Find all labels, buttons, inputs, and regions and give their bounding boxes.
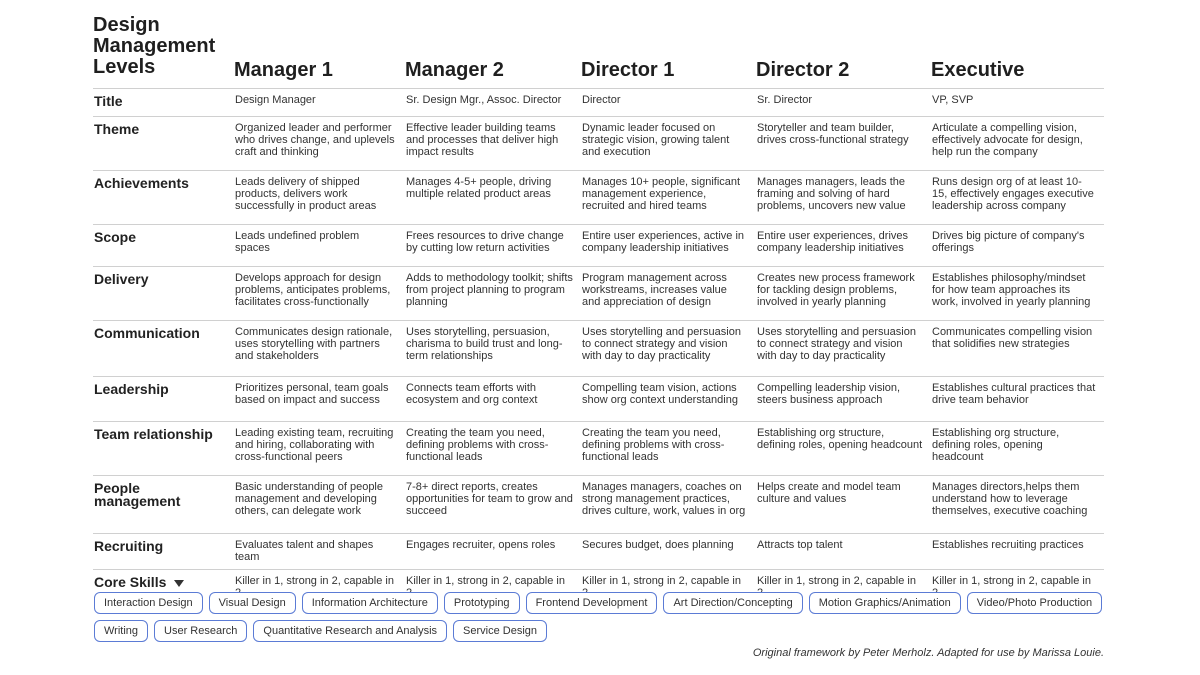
row-label: Delivery (93, 267, 234, 321)
table-cell: Manages 4-5+ people, driving multiple related product areas (405, 171, 581, 225)
table-cell: Sr. Director (756, 89, 931, 117)
table-row (93, 377, 1104, 422)
table-cell: Creates new process framework for tackling design problems, involved in yearly planning (756, 267, 931, 321)
table-cell: Establishing org structure, defining roles, opening headcount (931, 422, 1104, 476)
table-cell: Storyteller and team builder, drives cross-functional strategy (756, 117, 931, 171)
row-label: Scope (93, 225, 234, 267)
table-cell: Manages managers, leads the framing and solving of hard problems, uncovers new value (756, 171, 931, 225)
skill-chip[interactable]: Information Architecture (302, 592, 438, 614)
table-cell: Creating the team you need, defining problems with cross-functional leads (581, 422, 756, 476)
table-cell: Manages managers, coaches on strong management practices, drives culture, work, values in org (581, 476, 756, 534)
skill-chip[interactable]: Writing (94, 620, 148, 642)
column-header-director-1: Director 1 (581, 55, 756, 89)
table-cell: Establishes philosophy/mindset for how team approaches its work, involved in yearly planning (931, 267, 1104, 321)
table-cell: Establishes recruiting practices (931, 534, 1104, 570)
credit-note: Original framework by Peter Merholz. Adapted for use by Marissa Louie. (752, 647, 1104, 659)
table-row (93, 225, 1104, 267)
column-header-director-2: Director 2 (756, 55, 931, 89)
table-row (93, 171, 1104, 225)
table-cell: Leads delivery of shipped products, delivers work successfully in product areas (234, 171, 405, 225)
header-row (93, 55, 1104, 89)
skill-chip[interactable]: Service Design (453, 620, 547, 642)
page-title: Design Management Levels (93, 14, 216, 78)
table-cell: Attracts top talent (756, 534, 931, 570)
column-header-manager-2: Manager 2 (405, 55, 581, 89)
table-cell: Compelling team vision, actions show org context understanding (581, 377, 756, 422)
skill-chip[interactable]: Interaction Design (94, 592, 203, 614)
column-header-manager-1: Manager 1 (234, 55, 405, 89)
skill-chip[interactable]: Visual Design (209, 592, 296, 614)
skill-chip[interactable]: User Research (154, 620, 247, 642)
corner-cell (93, 55, 234, 89)
table-cell: Articulate a compelling vision, effectively advocate for design, help run the company (931, 117, 1104, 171)
table-cell: Killer in 1, strong in 2, capable in (582, 575, 741, 587)
levels-table (93, 55, 1104, 605)
row-label: Title (93, 89, 234, 117)
table-cell: Effective leader building teams and processes that deliver high impact results (405, 117, 581, 171)
table-cell: Leading existing team, recruiting and hiring, collaborating with cross-functional peers (234, 422, 405, 476)
table-cell: Entire user experiences, active in company leadership initiatives (581, 225, 756, 267)
table-cell: Engages recruiter, opens roles (405, 534, 581, 570)
row-label: People management (93, 476, 234, 534)
table-cell: Killer in 1, strong in 2, capable in (757, 575, 916, 587)
table-cell: Uses storytelling and persuasion to connect strategy and vision with day to day practicality (581, 321, 756, 377)
skill-chip-list (94, 592, 1104, 642)
table-cell: Uses storytelling and persuasion to connect strategy and vision with day to day practicality (756, 321, 931, 377)
table-cell: Killer in 1, strong in 2, capable in (406, 575, 565, 587)
skill-chip[interactable]: Quantitative Research and Analysis (253, 620, 447, 642)
table-cell: Dynamic leader focused on strategic vision, growing talent and execution (581, 117, 756, 171)
skill-chip[interactable]: Art Direction/Concepting (663, 592, 802, 614)
table-cell: Establishing org structure, defining roles, opening headcount (756, 422, 931, 476)
table-cell: Program management across workstreams, increases value and appreciation of design (581, 267, 756, 321)
skill-chip[interactable]: Motion Graphics/Animation (809, 592, 961, 614)
row-label: Achievements (93, 171, 234, 225)
table-row (93, 534, 1104, 570)
table-cell: Director (581, 89, 756, 117)
table-cell: Organized leader and performer who drives change, and uplevels craft and thinking (234, 117, 405, 171)
column-header-executive: Executive (931, 55, 1104, 89)
table-cell: Evaluates talent and shapes team (234, 534, 405, 570)
table-cell: VP, SVP (931, 89, 1104, 117)
table-row (93, 89, 1104, 117)
table-cell: Uses storytelling, persuasion, charisma to build trust and long-term relationships (405, 321, 581, 377)
row-label: Theme (93, 117, 234, 171)
table-cell: Creating the team you need, defining problems with cross-functional leads (405, 422, 581, 476)
skill-chip[interactable]: Frontend Development (526, 592, 658, 614)
row-label: Core Skills (94, 574, 167, 590)
row-label: Communication (93, 321, 234, 377)
table-cell: Adds to methodology toolkit; shifts from project planning to program planning (405, 267, 581, 321)
table-cell: Sr. Design Mgr., Assoc. Director (405, 89, 581, 117)
table-cell: Establishes cultural practices that drive team behavior (931, 377, 1104, 422)
table-cell: Communicates design rationale, uses storytelling with partners and stakeholders (234, 321, 405, 377)
table-cell: Leads undefined problem spaces (234, 225, 405, 267)
table-cell: Secures budget, does planning (581, 534, 756, 570)
table-cell: Basic understanding of people management and developing others, can delegate work (234, 476, 405, 534)
table-cell: Design Manager (234, 89, 405, 117)
skill-chip[interactable]: Video/Photo Production (967, 592, 1102, 614)
table-cell: Communicates compelling vision that solidifies new strategies (931, 321, 1104, 377)
table-row (93, 117, 1104, 171)
table-cell: Develops approach for design problems, anticipates problems, facilitates cross-functionally (234, 267, 405, 321)
table-row (93, 267, 1104, 321)
row-label: Team relationship (93, 422, 234, 476)
caret-down-icon[interactable] (174, 580, 184, 587)
row-label: Leadership (93, 377, 234, 422)
table-cell: Prioritizes personal, team goals based on impact and success (234, 377, 405, 422)
table-row (93, 476, 1104, 534)
table-cell: 7-8+ direct reports, creates opportunities for team to grow and succeed (405, 476, 581, 534)
table-row (93, 422, 1104, 476)
table-cell: Compelling leadership vision, steers business approach (756, 377, 931, 422)
table-cell: Killer in 1, strong in 2, capable in (235, 575, 394, 587)
table-cell: Manages directors,helps them understand how to leverage themselves, executive coaching (931, 476, 1104, 534)
table-cell: Frees resources to drive change by cutting low return activities (405, 225, 581, 267)
table-cell: Killer in 1, strong in 2, capable in (932, 575, 1091, 587)
table-cell: Drives big picture of company's offerings (931, 225, 1104, 267)
table-cell: Manages 10+ people, significant management experience, recruited and hired teams (581, 171, 756, 225)
table-row (93, 321, 1104, 377)
table-cell: Helps create and model team culture and values (756, 476, 931, 534)
skill-chip[interactable]: Prototyping (444, 592, 520, 614)
table-cell: Entire user experiences, drives company leadership initiatives (756, 225, 931, 267)
row-label: Recruiting (93, 534, 234, 570)
table-cell: Connects team efforts with ecosystem and org context (405, 377, 581, 422)
table-cell: Runs design org of at least 10-15, effectively engages executive leadership across company (931, 171, 1104, 225)
